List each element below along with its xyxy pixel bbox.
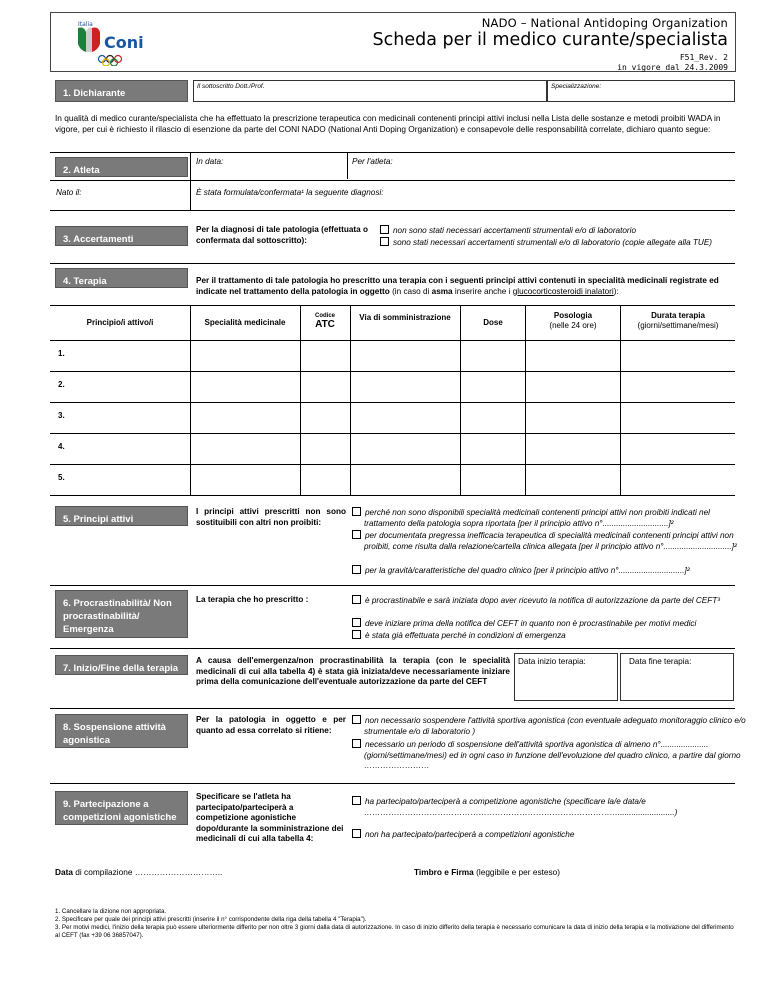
signature-field[interactable]: Timbro e Firma (leggibile e per esteso) (414, 867, 561, 877)
checkbox[interactable] (352, 618, 361, 627)
checkbox[interactable] (352, 595, 361, 604)
section-6-label: 6. Procrastinabilità/ Non procrastinabilità/ Emergenza (55, 590, 188, 638)
section-7-label: 7. Inizio/Fine della terapia (55, 655, 188, 675)
s6-option-2[interactable]: deve iniziare prima della notifica del CEFT in quanto non è procrastinabile per motivi medici (352, 618, 746, 630)
specialization-field[interactable]: Specializzazione: (547, 80, 735, 102)
footnotes (55, 908, 735, 940)
col-posologia: Posologia (553, 311, 593, 320)
footnote-1: 1. Cancellare la dizione non appropriata. (55, 908, 167, 915)
athlete-field[interactable]: Per l'atleta: (352, 157, 393, 166)
col-principio: Principio/i attivo/i (86, 318, 154, 327)
col-dose: Dose (483, 318, 503, 327)
svg-text:Italia: Italia (78, 21, 93, 28)
logo-text: Coni (104, 33, 144, 52)
section-2-label: 2. Atleta (55, 157, 188, 177)
table-row[interactable]: 1. (58, 349, 65, 358)
org-line: NADO – National Antidoping Organization (481, 16, 728, 30)
col-durata: Durata terapia (651, 311, 705, 320)
section-3-label: 3. Accertamenti (55, 226, 188, 246)
s3-question: Per la diagnosi di tale patologia (effettuata o confermata dal sottoscritto): (196, 225, 368, 245)
coni-logo (74, 18, 154, 66)
checkbox[interactable] (352, 507, 361, 516)
section-9-label: 9. Partecipazione a competizioni agonistiche (55, 791, 188, 825)
s5-option-2[interactable]: per documentata pregressa inefficacia terapeutica di specialità medicinali contenenti principi attivi non proibiti, come risulta dalla relazione/cartella clinica allegata [per il principio attivo n°..............................]² (352, 530, 746, 552)
therapy-start-field[interactable]: Data inizio terapia: (514, 653, 618, 701)
checkbox[interactable] (352, 565, 361, 574)
s3-option-1[interactable]: non sono stati necessari accertamenti strumentali e/o di laboratorio (380, 225, 746, 237)
table-row[interactable]: 3. (58, 411, 65, 420)
born-field[interactable]: Nato il: (56, 188, 82, 197)
s7-text: A causa dell'emergenza/non procrastinabilità la terapia (con le specialità medicinali di cui alla tabella 4) è stata già iniziata/deve necessariamente iniziare prima della comunicazione dell'eventuale autorizzazione da parte del CEFT (196, 656, 510, 686)
s9-question: Specificare se l'atleta ha partecipato/parteciperà a competizione agonistiche dopo/durante la somministrazione dei medicinali di cui alla tabella 4: (196, 792, 344, 843)
checkbox[interactable] (380, 225, 389, 234)
checkbox[interactable] (352, 739, 361, 748)
s9-option-2[interactable]: non ha partecipato/parteciperà a competizioni agonistiche (352, 829, 746, 841)
section-4-label: 4. Terapia (55, 268, 188, 288)
col-specialita: Specialità medicinale (204, 318, 286, 327)
checkbox[interactable] (380, 237, 389, 246)
s8-option-1[interactable]: non necessario sospendere l'attività sportiva agonistica (con eventuale adeguato monitoraggio clinico e/o strumentale e/o di laboratorio ) (352, 715, 746, 737)
doctor-name-field[interactable]: Il sottoscritto Dott./Prof. (193, 80, 547, 102)
section-8-label: 8. Sospensione attività agonistica (55, 714, 188, 748)
section-1-label: 1. Dichiarante (55, 80, 188, 102)
divider (50, 152, 735, 153)
s6-option-3[interactable]: è stata già effettuata perché in condizioni di emergenza (352, 630, 746, 642)
col-atc: ATC (315, 319, 335, 330)
col-posologia-sub: (nelle 24 ore) (549, 321, 597, 330)
s5-option-3[interactable]: per la gravità/caratteristiche del quadro clinico [per il principio attivo n°.............................]² (352, 565, 746, 577)
in-data-field[interactable]: In data: (196, 157, 224, 166)
table-row[interactable]: 4. (58, 442, 65, 451)
checkbox[interactable] (352, 715, 361, 724)
form-title: Scheda per il medico curante/specialista (372, 30, 728, 50)
therapy-end-field[interactable]: Data fine terapia: (620, 653, 734, 701)
s6-question: La terapia che ho prescritto : (196, 595, 309, 604)
s9-option-1[interactable]: ha partecipato/parteciperà a competizione agonistiche (specificare la/e data/e ………………………………………………………………………………….........................) (352, 796, 746, 818)
checkbox[interactable] (352, 796, 361, 805)
compilation-date[interactable]: Data di compilazione ………………………….. (55, 867, 223, 877)
diagnosis-field[interactable]: È stata formulata/confermata¹ la seguente diagnosi: (196, 188, 384, 197)
col-codice: Codice (314, 313, 335, 319)
col-durata-sub: (giorni/settimane/mesi) (637, 321, 719, 330)
section-5-label: 5. Principi attivi (55, 506, 188, 526)
declaration-statement: In qualità di medico curante/specialista che ha effettuato la prescrizione terapeutica con medicinali contenenti principi attivi inclusi nella Lista delle sostanze e metodi proibiti WADA in vigore, per cui è richiesto il rilascio di esenzione da parte del CONI NADO (National Anti Doping Organization) e consapevole delle responsabilità correlate, dichiaro quanto segue: (55, 113, 721, 134)
table-row[interactable]: 2. (58, 380, 65, 389)
checkbox[interactable] (352, 630, 361, 639)
s5-question: I principi attivi prescritti non sono sostituibili con altri non proibiti: (196, 507, 346, 527)
s5-option-1[interactable]: perché non sono disponibili specialità medicinali contenenti principi attivi non proibiti indicati nel trattamento della patologia sopra riportata [per il principio attivo n°.............................]² (352, 507, 746, 529)
s8-option-2[interactable]: necessario un periodo di sospensione dell'attività sportiva agonistica di almeno n°.....................(giorni/settimane/mesi) ed in ogni caso in funzione dell'evoluzione del quadro clinico, a partire dal giorno …………………… (352, 739, 746, 772)
s8-question: Per la patologia in oggetto e per quanto ad essa correlato si ritiene: (196, 715, 346, 735)
footnote-3: 3. Per motivi medici, l'inizio della terapia può essere ulteriormente differito per non oltre 3 giorni dalla data di autorizzazione. In caso di inizio differito della terapia è necessario comunicare la data di inizio della terapia e la motivazione del differimento al CEFT (fax +39 06 36857047). (55, 924, 734, 939)
col-via: Via di somministrazione (359, 313, 451, 322)
s6-option-1[interactable]: è procrastinabile e sarà iniziata dopo aver ricevuto la notifica di autorizzazione da parte del CEFT³ (352, 595, 746, 607)
footnote-2: 2. Specificare per quale dei principi attivi prescritti (inserire il n° corrispondente della riga della tabella 4 "Terapia"). (55, 916, 367, 923)
form-code: F51_Rev. 2 in vigore dal 24.3.2009 (617, 53, 728, 72)
table-row[interactable]: 5. (58, 473, 65, 482)
checkbox[interactable] (352, 530, 361, 539)
s4-intro: Per il trattamento di tale patologia ho prescritto una terapia con i seguenti principi attivi contenuti in specialità medicinali registrate ed indicate nel trattamento della patologia in oggetto (in caso di asma inserire anche i glucocorticosteroidi inalatori): (196, 276, 719, 296)
checkbox[interactable] (352, 829, 361, 838)
s3-option-2[interactable]: sono stati necessari accertamenti strumentali e/o di laboratorio (copie allegate alla TUE) (380, 237, 746, 249)
